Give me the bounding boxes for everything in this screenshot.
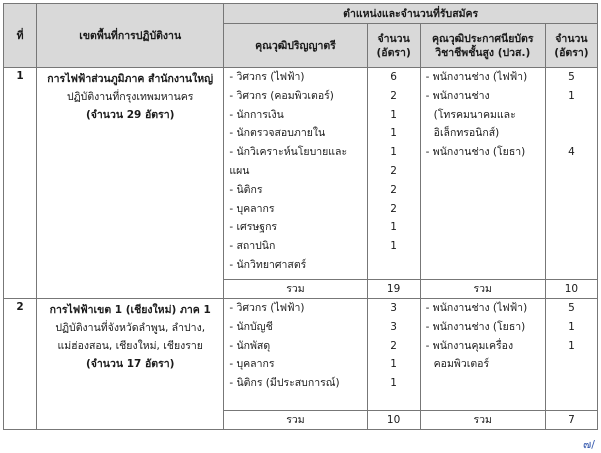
sum-label: รวม bbox=[224, 280, 367, 299]
count-value: 6 bbox=[390, 71, 397, 83]
table-row bbox=[4, 299, 598, 411]
count-value bbox=[546, 106, 597, 125]
area-subtitle: ปฏิบัติงานที่จังหวัดลำพูน, ลำปาง, แม่ฮ่องสอน, เชียงใหม่, เชียงราย bbox=[55, 322, 206, 352]
count-value: 2 bbox=[390, 202, 397, 215]
header-area: เขตพื้นที่การปฏิบัติงาน bbox=[37, 4, 224, 68]
count-value: 5 bbox=[568, 302, 575, 314]
sum-label: รวม bbox=[420, 280, 545, 299]
count-value: 5 bbox=[568, 71, 575, 83]
list-item: - เศรษฐกร bbox=[229, 221, 278, 234]
count-value: 2 bbox=[390, 164, 397, 177]
area-title: การไฟฟ้าส่วนภูมิภาค สำนักงานใหญ่ bbox=[47, 73, 214, 85]
list-item: - พนักงานช่าง (โยธา) bbox=[425, 146, 526, 159]
list-item: - นิติกร (มีประสบการณ์) bbox=[229, 377, 340, 390]
list-item: - วิศวกร (ไฟฟ้า) bbox=[229, 71, 305, 83]
vocational-list bbox=[420, 68, 545, 280]
area-cell bbox=[37, 68, 224, 299]
header-no: ที่ bbox=[4, 4, 37, 68]
count-value: 1 bbox=[390, 146, 397, 159]
count-value: 2 bbox=[390, 89, 397, 102]
table-row bbox=[4, 68, 598, 280]
header-count-vocational: จำนวน (อัตรา) bbox=[545, 24, 597, 68]
sum-label: รวม bbox=[224, 411, 367, 430]
count-value: 1 bbox=[568, 320, 575, 333]
bachelor-list bbox=[224, 68, 367, 280]
area-count: (จำนวน 17 อัตรา) bbox=[85, 358, 175, 370]
count-value: 1 bbox=[390, 127, 397, 140]
count-value: 4 bbox=[568, 146, 575, 159]
list-item: - พนักงานช่าง bbox=[425, 89, 490, 102]
area-count: (จำนวน 29 อัตรา) bbox=[85, 109, 175, 121]
sum-value: 10 bbox=[545, 280, 597, 299]
bachelor-counts bbox=[367, 299, 420, 411]
count-value: 1 bbox=[390, 221, 397, 234]
list-item: - พนักงานช่าง (โยธา) bbox=[425, 320, 526, 333]
header-bachelor: คุณวุฒิปริญญาตรี bbox=[224, 24, 367, 68]
count-value: 1 bbox=[568, 89, 575, 102]
count-value: 3 bbox=[390, 320, 397, 333]
count-value: 1 bbox=[390, 108, 397, 121]
list-item: - นักตรวจสอบภายใน bbox=[229, 127, 326, 140]
count-value: 3 bbox=[390, 302, 397, 314]
header-positions-group: ตำแหน่งและจำนวนที่รับสมัคร bbox=[224, 4, 598, 24]
sum-value: 19 bbox=[367, 280, 420, 299]
list-item: - สถาปนิก bbox=[229, 240, 276, 253]
list-item: - นักวิทยาศาสตร์ bbox=[229, 258, 307, 271]
list-item: - นิติกร bbox=[229, 183, 263, 196]
list-item: (โทรคมนาคมและ bbox=[433, 108, 516, 121]
list-item: คอมพิวเตอร์ bbox=[433, 358, 490, 371]
row-number: 1 bbox=[4, 68, 37, 299]
count-value: 1 bbox=[390, 358, 397, 371]
list-item: - วิศวกร (ไฟฟ้า) bbox=[229, 302, 305, 314]
list-item: - พนักงานคุมเครื่อง bbox=[425, 339, 514, 352]
header-vocational: คุณวุฒิประกาศนียบัตร วิชาชีพชั้นสูง (ปวส.) bbox=[420, 24, 545, 68]
sum-label: รวม bbox=[420, 411, 545, 430]
recruitment-table bbox=[3, 3, 598, 430]
area-cell bbox=[37, 299, 224, 430]
list-item: - พนักงานช่าง (ไฟฟ้า) bbox=[425, 302, 528, 314]
bachelor-list bbox=[224, 299, 367, 411]
count-value: 1 bbox=[568, 339, 575, 352]
sum-value: 10 bbox=[367, 411, 420, 430]
vocational-counts bbox=[545, 68, 597, 280]
page-corner-mark: ๗/ bbox=[583, 438, 595, 451]
area-subtitle: ปฏิบัติงานที่กรุงเทพมหานคร bbox=[66, 91, 194, 103]
count-value: 2 bbox=[390, 339, 397, 352]
sum-value: 7 bbox=[545, 411, 597, 430]
list-item: - พนักงานช่าง (ไฟฟ้า) bbox=[425, 71, 528, 83]
count-value bbox=[546, 124, 597, 143]
list-item: - นักบัญชี bbox=[229, 320, 273, 333]
count-value: 1 bbox=[390, 240, 397, 253]
header-count-bachelor: จำนวน (อัตรา) bbox=[367, 24, 420, 68]
row-number: 2 bbox=[4, 299, 37, 430]
list-item: - บุคลากร bbox=[229, 202, 275, 215]
vocational-counts bbox=[545, 299, 597, 411]
list-item: - วิศวกร (คอมพิวเตอร์) bbox=[229, 89, 334, 102]
list-item: - นักพัสดุ bbox=[229, 339, 271, 352]
list-item: - นักวิเคราะห์นโยบายและแผน bbox=[229, 146, 348, 177]
list-item: - บุคลากร bbox=[229, 358, 275, 371]
count-value: 2 bbox=[390, 183, 397, 196]
bachelor-counts bbox=[367, 68, 420, 280]
count-value: 1 bbox=[390, 377, 397, 390]
vocational-list bbox=[420, 299, 545, 411]
area-title: การไฟฟ้าเขต 1 (เชียงใหม่) ภาค 1 bbox=[49, 304, 211, 316]
list-item: อิเล็กทรอนิกส์) bbox=[433, 127, 500, 140]
list-item: - นักการเงิน bbox=[229, 108, 284, 121]
